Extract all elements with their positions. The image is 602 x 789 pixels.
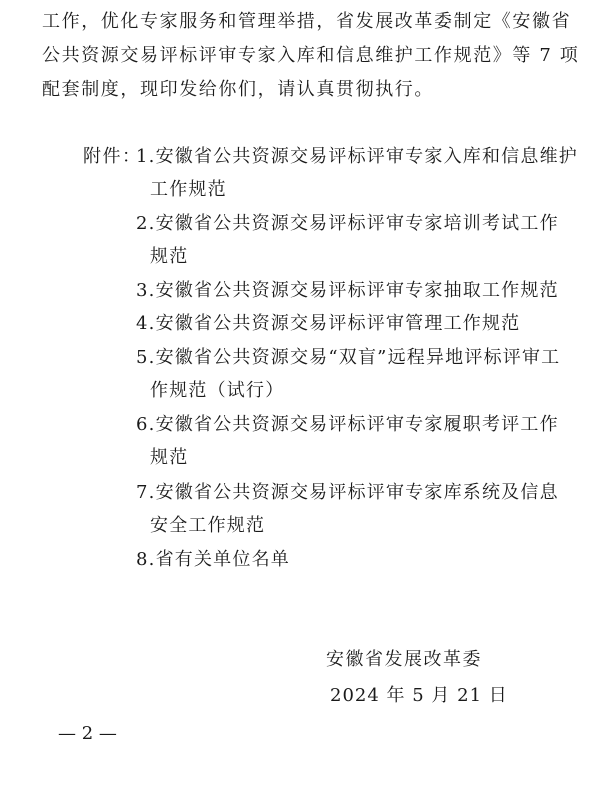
attachments-label: 附件： xyxy=(83,146,142,167)
issue-date: 2024 年 5 月 21 日 xyxy=(330,685,508,706)
attachment-item-4 xyxy=(136,312,556,336)
attachment-item-8 xyxy=(136,548,556,572)
attachment-item-7 xyxy=(136,481,559,538)
issuing-organization: 安徽省发展改革委 xyxy=(326,649,482,670)
attachment-item-2-line-2: 规范 xyxy=(150,246,189,267)
attachment-item-6-line-2: 规范 xyxy=(150,447,189,468)
attachment-item-1-line-1: 1.安徽省公共资源交易评标评审专家入库和信息维护 xyxy=(136,146,578,167)
attachment-item-1 xyxy=(136,145,578,202)
attachment-item-5-line-1: 5.安徽省公共资源交易“双盲”远程异地评标评审工 xyxy=(136,347,561,368)
attachment-item-8-line-1: 8.省有关单位名单 xyxy=(136,549,290,570)
attachment-item-3-line-1: 3.安徽省公共资源交易评标评审专家抽取工作规范 xyxy=(136,280,559,301)
attachment-item-4-line-1: 4.安徽省公共资源交易评标评审管理工作规范 xyxy=(136,313,521,334)
attachment-item-5 xyxy=(136,346,561,403)
attachment-item-3 xyxy=(136,279,559,303)
attachment-item-7-line-2: 安全工作规范 xyxy=(150,515,266,536)
attachment-item-6 xyxy=(136,413,559,470)
paragraph-line-2: 公共资源交易评标评审专家入库和信息维护工作规范》等 7 项 xyxy=(42,45,580,66)
attachment-item-2-line-1: 2.安徽省公共资源交易评标评审专家培训考试工作 xyxy=(136,213,559,234)
attachment-item-1-line-2: 工作规范 xyxy=(150,179,227,200)
paragraph-line-1: 工作，优化专家服务和管理举措，省发展改革委制定《安徽省 xyxy=(42,11,572,32)
attachment-item-2 xyxy=(136,212,559,269)
attachment-item-6-line-1: 6.安徽省公共资源交易评标评审专家履职考评工作 xyxy=(136,414,559,435)
paragraph-line-3: 配套制度，现印发给你们，请认真贯彻执行。 xyxy=(42,79,434,100)
attachment-item-7-line-1: 7.安徽省公共资源交易评标评审专家库系统及信息 xyxy=(136,482,559,503)
attachment-item-5-line-2: 作规范（试行） xyxy=(150,380,285,401)
page-number: — 2 — xyxy=(58,723,117,744)
